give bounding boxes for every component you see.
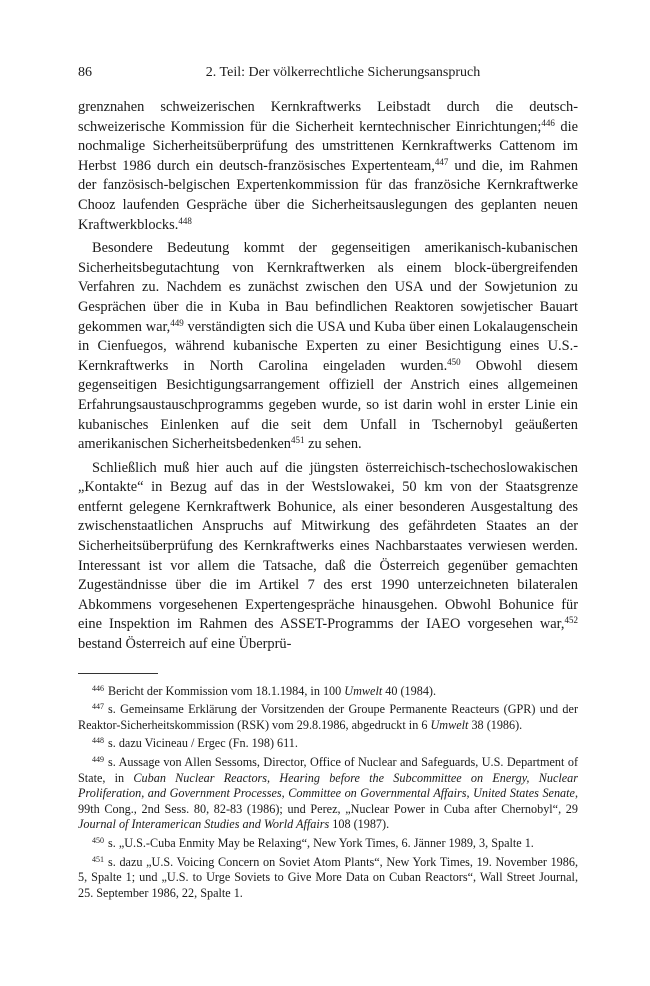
footnote-number: 448 xyxy=(92,736,104,746)
text-run: , 99th Cong., 2nd Sess. 80, 82-83 (1986); und Perez, „Nuclear Power in Cuba after Chernobyl“, 29 xyxy=(78,786,578,816)
text-run: Obwohl diesem gegenseitigen Besichtigungsarrangement offiziell der Anstrich eines allgemeinen Erfahrungsaustauschprogramms gegeben wurde, so ist darin wohl in erster Linie ein kubanisches Einlenken auf die seit dem Unfall in Tschernobyl geäußerten amerikanischen Sicherheitsbedenken xyxy=(78,357,578,453)
running-title: 2. Teil: Der völkerrechtliche Sicherungsanspruch xyxy=(205,65,481,80)
text-run: s. dazu Vicineau / Ergec (Fn. 198) 611. xyxy=(108,736,298,751)
running-header xyxy=(78,64,578,82)
text-run: und die, im Rahmen der fanzösisch-belgischen Expertenkommission für das französiche Kernkraftwerke Chooz laufenden Gespräche über die Sicherheitsauslegungen des geplanten neuen Kraftwerkblocks. xyxy=(78,157,578,233)
footnote-number: 446 xyxy=(92,683,104,693)
footnote-number: 450 xyxy=(92,835,104,845)
text-run: bestand Österreich auf eine Überprü- xyxy=(78,636,292,653)
footnote-number: 449 xyxy=(92,755,104,764)
text-run: 108 (1987). xyxy=(329,817,390,832)
book-page xyxy=(78,64,578,904)
footnote-ref: 449 xyxy=(170,317,184,328)
text-run: Besondere Bedeutung kommt der gegenseitigen amerikanisch-kubanischen Sicherheitsbegutachtung von Kernkraftwerken als einem block-übergreifenden Verfahren zu. Nachdem es zunächst zwischen den USA und der Sowjetunion zu Gesprächen über die in Kuba in Bau befindlichen Reaktoren sowjetischer Bauart gekommen war, xyxy=(78,240,578,335)
italic-text: Umwelt xyxy=(430,717,469,732)
footnote-ref: 448 xyxy=(178,215,192,226)
footnote xyxy=(78,684,578,700)
text-run: Bericht der Kommission vom 18.1.1984, in 100 xyxy=(108,683,345,698)
footnote-number: 447 xyxy=(92,702,104,712)
text-run: s. Aussage von Allen Sessoms, Director, Office of Nuclear and Safeguards, U.S. Department of State, in xyxy=(78,755,578,785)
italic-text: Cuban Nuclear Reactors, Hearing before the Subcommittee on Energy, Nuclear Proliferation, and Government Processes, Committee on Governmental Affairs, United States Senate xyxy=(78,770,578,801)
footnote-number: 451 xyxy=(92,854,104,864)
paragraph xyxy=(78,98,578,235)
italic-text: Umwelt xyxy=(344,683,383,698)
footnote xyxy=(78,855,578,902)
footnote-ref: 451 xyxy=(290,435,305,446)
text-run: verständigten sich die USA und Kuba über einen Lokalaugenschein in Cienfuegos, während kubanische Experten zu einer Besichtigung eines U.S.-Kernkraftwerks in North Carolina eingeladen wurden. xyxy=(78,318,579,374)
text-run: s. dazu „U.S. Voicing Concern on Soviet Atom Plants“, New York Times, 19. November 1986, 5, Spalte 1; und „U.S. to Urge Soviets to Give More Data on Cuban Reactors“, Wall Street Journal, 25. September 1986, 22, Spalte 1. xyxy=(78,854,578,900)
footnotes xyxy=(78,684,578,902)
footnote xyxy=(78,736,578,752)
text-run: grenznahen schweizerischen Kernkraftwerks Leibstadt durch die deutsch-schweizerische Kommission für die Sicherheit kerntechnischer Einrichtungen; xyxy=(78,99,578,135)
main-text xyxy=(78,98,578,655)
italic-text: Journal of Interamerican Studies and World Affairs xyxy=(78,817,330,832)
footnote xyxy=(78,836,578,852)
page-number: 86 xyxy=(78,65,92,80)
footnote xyxy=(78,702,578,733)
footnote-ref: 452 xyxy=(564,615,578,626)
text-run: s. Gemeinsame Erklärung der Vorsitzenden der Groupe Permanente Reacteurs (GPR) und der Reaktor-Sicherheitskommission (RSK) vom 29.8.1986, abgedruckt in 6 xyxy=(78,702,578,732)
text-run: s. „U.S.-Cuba Enmity May be Relaxing“, New York Times, 6. Jänner 1989, 3, Spalte 1. xyxy=(108,835,534,850)
footnote-ref: 446 xyxy=(541,117,555,128)
text-run: die nochmalige Sicherheitsüberprüfung des umstrittenen Kernkraftwerks Cattenom im Herbst 1986 durch ein deutsch-französisches Expertenteam, xyxy=(78,118,579,174)
text-run: zu sehen. xyxy=(304,436,362,453)
footnote-separator xyxy=(78,673,158,674)
footnote-ref: 447 xyxy=(434,156,449,167)
text-run: 40 (1984). xyxy=(382,683,437,698)
footnote-ref: 450 xyxy=(447,356,461,367)
text-run: 38 (1986). xyxy=(468,717,523,732)
paragraph xyxy=(78,459,578,655)
paragraph xyxy=(78,239,578,455)
text-run: Schließlich muß hier auch auf die jüngsten österreichisch-tschechoslowakischen „Kontakte“ in Bezug auf das in der Westslowakei, 50 km von der Staatsgrenze entfernt gelegene Kernkraftwerk Bohunice, als einer besonderen Ausgestaltung des zwischenstaatlichen Anspruchs auf Mitwirkung des gefährdeten Staates an der Sicherheitsüberprüfung des Kernkraftwerks eines Nachbarstaates verwiesen werden. Interessant ist vor allem die Tatsache, daß die Österreich gegenüber gemachten Zugeständnisse über die im Artikel 7 des erst 1990 unterzeichneten bilateralen Abkommens vorgesehenen Expertengespräche hinausgehen. Obwohl Bohunice für eine Inspektion im Rahmen des ASSET-Programms der IAEO vorgesehen war, xyxy=(78,459,578,633)
footnote xyxy=(78,755,578,833)
